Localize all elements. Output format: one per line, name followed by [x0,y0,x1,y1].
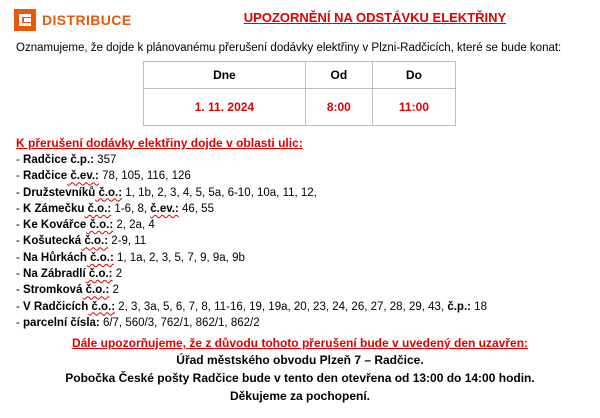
house-numbers: 2 [112,268,123,281]
house-numbers: 1-6, 8, [111,202,151,215]
number-type: č.o.: [95,186,123,199]
street-item: - Na Zábradlí č.o.: 2 [16,268,123,281]
house-numbers: 18 [470,300,487,313]
schedule-header-row [144,62,456,89]
street-name: K Zámečku [23,202,85,215]
street-name: Košutecká [23,235,82,248]
number-type: č.ev.: [67,170,99,183]
street-name: Na Hůrkách [23,251,87,264]
street-name: V Radčicích [23,300,89,313]
closed-office: Úřad městského obvodu Plzeň 7 – Radčice. [176,353,424,367]
street-name: parcelní čísla: [23,316,100,329]
number-type: č.o.: [86,219,114,232]
street-name: Ke Kovářce [23,219,87,232]
street-item: - Družstevníků č.o.: 1, 1b, 2, 3, 4, 5, 5a, 6-10, 10a, 11, 12, [16,186,317,199]
house-numbers: 1, 1a, 2, 3, 5, 7, 9, 9a, 9b [113,251,245,264]
street-name: Radčice [23,154,68,166]
company-logo [14,9,132,31]
thank-you: Děkujeme za pochopení. [229,389,371,403]
street-item: - Stromková č.o.: 2 [16,284,119,297]
header-date: Dne [144,62,306,89]
header-to: Do [372,62,455,89]
value-to: 11:00 [372,89,455,126]
number-type: č.p.: [67,154,94,166]
schedule-value-row [144,89,456,126]
number-type: č.o.: [84,202,112,215]
house-numbers: 78, 105, 116, 126 [98,170,191,183]
street-name: Na Zábradlí [23,268,86,281]
number-type: č.o.: [88,300,116,313]
street-item: - Košutecká č.o.: 2-9, 11 [16,235,147,248]
house-numbers: 2, 3, 3a, 5, 6, 7, 8, 11-16, 19, 19a, 20, 23, 24, 26, 27, 28, 29, 43, [115,300,448,313]
value-date: 1. 11. 2024 [144,89,306,126]
number-type: č.o.: [81,235,109,248]
header-from: Od [305,62,372,89]
street-name: Družstevníků [23,186,96,199]
house-numbers: 2, 2a, 4 [113,219,155,232]
streets-heading: K přerušení dodávky elektřiny dojde v oblasti ulic: [16,136,303,150]
house-numbers: 46, 55 [178,202,214,215]
street-name: Radčice [23,170,68,183]
closure-notice: Dále upozorňujeme, že z důvodu tohoto přerušení bude v uvedený den uzavřen: [71,336,529,350]
street-item: - V Radčicích č.o.: 2, 3, 3a, 5, 6, 7, 8, 11-16, 19, 19a, 20, 23, 24, 26, 27, 28, 29, 43, č.p.: 18 [16,300,487,313]
number-type: č.o.: [86,251,114,264]
number-type: č.o.: [85,268,113,281]
house-numbers: 6/7, 560/3, 762/1, 862/1, 862/2 [99,316,260,329]
street-item: - Ke Kovářce č.o.: 2, 2a, 4 [16,219,155,232]
street-list [16,152,487,331]
logo-text: DISTRIBUCE [42,12,132,28]
street-item: - Na Hůrkách č.o.: 1, 1a, 2, 3, 5, 7, 9, 9a, 9b [16,251,245,264]
street-name: Stromková [23,284,83,297]
post-office-hours: Pobočka České pošty Radčice bude v tento den otevřena od 13:00 do 14:00 hodin. [65,371,535,385]
house-numbers: 2 [109,284,119,297]
intro-text: Oznamujeme, že dojde k plánovanému přerušení dodávky elektřiny v Plzni-Radčicích, které se bude konat: [16,42,562,54]
number-type: č.o.: [82,284,110,297]
outage-schedule-table [143,61,456,126]
street-item: - parcelní čísla: 6/7, 560/3, 762/1, 862/1, 862/2 [16,316,260,329]
house-numbers: 357 [93,154,117,166]
value-from: 8:00 [305,89,372,126]
street-item: - Radčice č.p.: 357 [16,154,117,166]
number-type: č.ev.: [150,202,179,215]
house-numbers: 1, 1b, 2, 3, 4, 5, 5a, 6-10, 10a, 11, 12, [122,186,317,199]
house-numbers: 2-9, 11 [108,235,147,248]
number-type: č.p.: [447,300,471,313]
street-item: - Radčice č.ev.: 78, 105, 116, 126 [16,170,191,183]
street-item: - K Zámečku č.o.: 1-6, 8, č.ev.: 46, 55 [16,202,214,215]
page-title: UPOZORNĚNÍ NA ODSTÁVKU ELEKTŘINY [243,10,507,25]
logo-mark-icon [14,9,36,31]
